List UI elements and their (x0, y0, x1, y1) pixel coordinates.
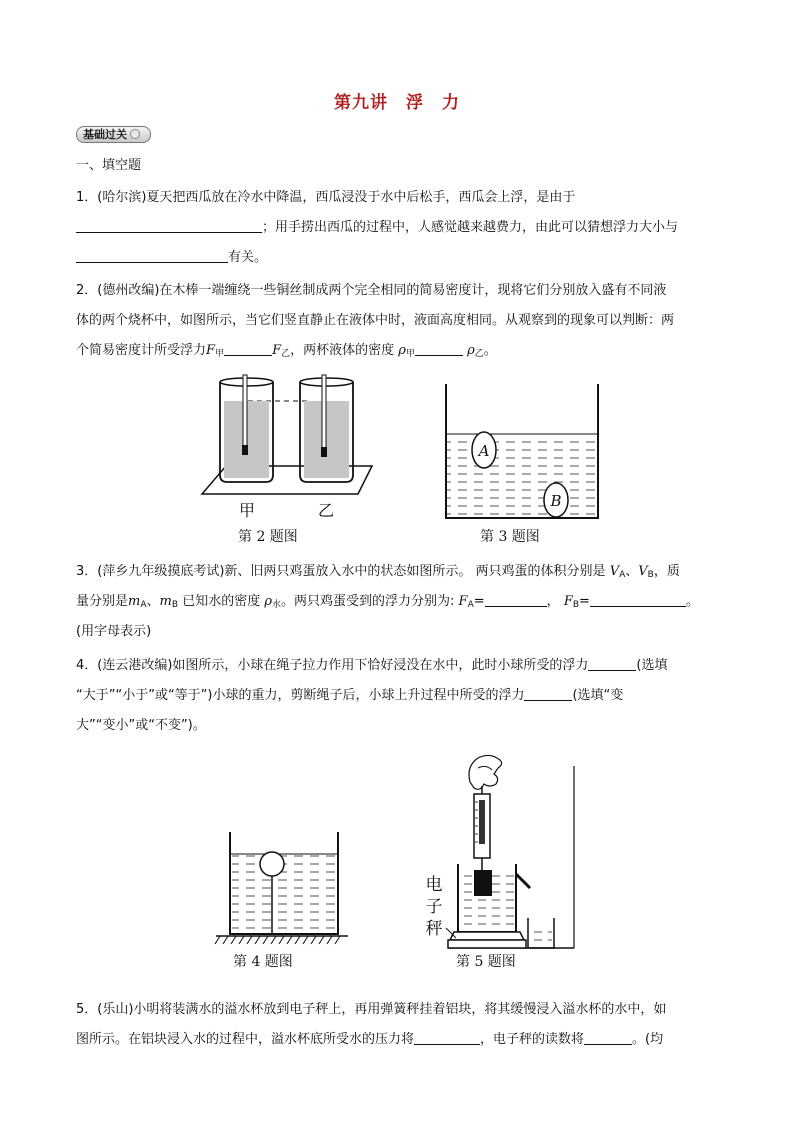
answer-blank[interactable] (415, 341, 463, 356)
badge-label: 基础过关 (83, 128, 127, 141)
q1-line1: 1．(哈尔滨)夏天把西瓜放在冷水中降温，西瓜浸没于水中后松手，西瓜会上浮，是由于 (76, 190, 576, 205)
answer-blank[interactable] (76, 248, 228, 263)
figure-5-caption: 第 5 题图 (456, 954, 516, 970)
q5-line1: 5．(乐山)小明将装满水的溢水杯放到电子秤上，再用弹簧秤挂着铝块，将其缓慢浸入溢水杯的水中，如 (76, 1002, 667, 1017)
q2-line2: 体的两个烧杯中，如图所示，当它们竖直静止在液体中时，液面高度相同。从观察到的现象可以判断：两 (76, 313, 675, 328)
q1-line3: 有关。 (76, 248, 726, 268)
q1-line2: ；用手捞出西瓜的过程中，人感觉越来越费力，由此可以猜想浮力大小与 (76, 218, 726, 238)
q5-line2: 图所示。在铝块浸入水的过程中，溢水杯底所受水的压力将 ，电子秤的读数将 。(均 (76, 1032, 664, 1047)
answer-blank[interactable] (524, 686, 572, 701)
figure-3-eggs (440, 382, 604, 522)
figure-2-caption: 第 2 题图 (238, 529, 298, 545)
figure-4-ball-in-water (212, 828, 350, 948)
figure-3-caption: 第 3 题图 (480, 529, 540, 545)
answer-blank[interactable] (485, 592, 547, 607)
answer-blank[interactable] (224, 341, 272, 356)
q3-line3: (用字母表示) (76, 624, 152, 639)
q2-line1: 2．(德州改编)在木棒一端缠绕一些铜丝制成两个完全相同的简易密度计，现将它们分别放入盛有不同液 (76, 283, 667, 298)
figure-4-caption: 第 4 题图 (233, 954, 293, 970)
figure-5-overflow-cup (420, 752, 580, 950)
answer-blank[interactable] (76, 218, 262, 233)
page-title: 第九讲 浮 力 (334, 93, 460, 113)
section-heading: 一、填空题 (76, 158, 142, 173)
answer-blank[interactable] (584, 1030, 632, 1045)
label-jia: 甲 (238, 501, 256, 520)
scale-label-1: 电 (425, 875, 443, 895)
q4-line2: “大于”“小于”或“等于”)小球的重力，剪断绳子后，小球上升过程中所受的浮力 (选填“变 (76, 688, 624, 703)
scale-label-2: 子 (425, 897, 443, 917)
q4-line1: 4．(连云港改编)如图所示，小球在绳子拉力作用下恰好浸没在水中，此时小球所受的浮力 (选填 (76, 658, 668, 673)
answer-blank[interactable] (590, 592, 686, 607)
scale-label-3: 秤 (425, 919, 443, 939)
label-yi: 乙 (317, 501, 335, 520)
q2-line3: 个简易密度计所受浮力$F_甲$ $F_乙$，两杯液体的密度 $\rho_甲$ $\rho_乙$。 (76, 343, 497, 359)
q3-line2: 量分别是$m_A$、$m_B$ 已知水的密度 $\rho_水$。两只鸡蛋受到的浮力分别为: $F_A=$ ， $F_B=$ 。 (76, 594, 699, 610)
answer-blank[interactable] (414, 1030, 480, 1045)
egg-label-a: A (478, 442, 490, 460)
q4-line3: 大”“变小”或“不变”)。 (76, 718, 206, 733)
figure-2-hydrometers (196, 370, 382, 526)
answer-blank[interactable] (588, 656, 636, 671)
q3-line1: 3．(萍乡九年级摸底考试)新、旧两只鸡蛋放入水中的状态如图所示。 两只鸡蛋的体积分别是 $V_A$、$V_B$，质 (76, 564, 680, 580)
section-badge (76, 126, 151, 143)
badge-arrow-icon (130, 129, 140, 139)
egg-label-b: B (550, 492, 562, 510)
